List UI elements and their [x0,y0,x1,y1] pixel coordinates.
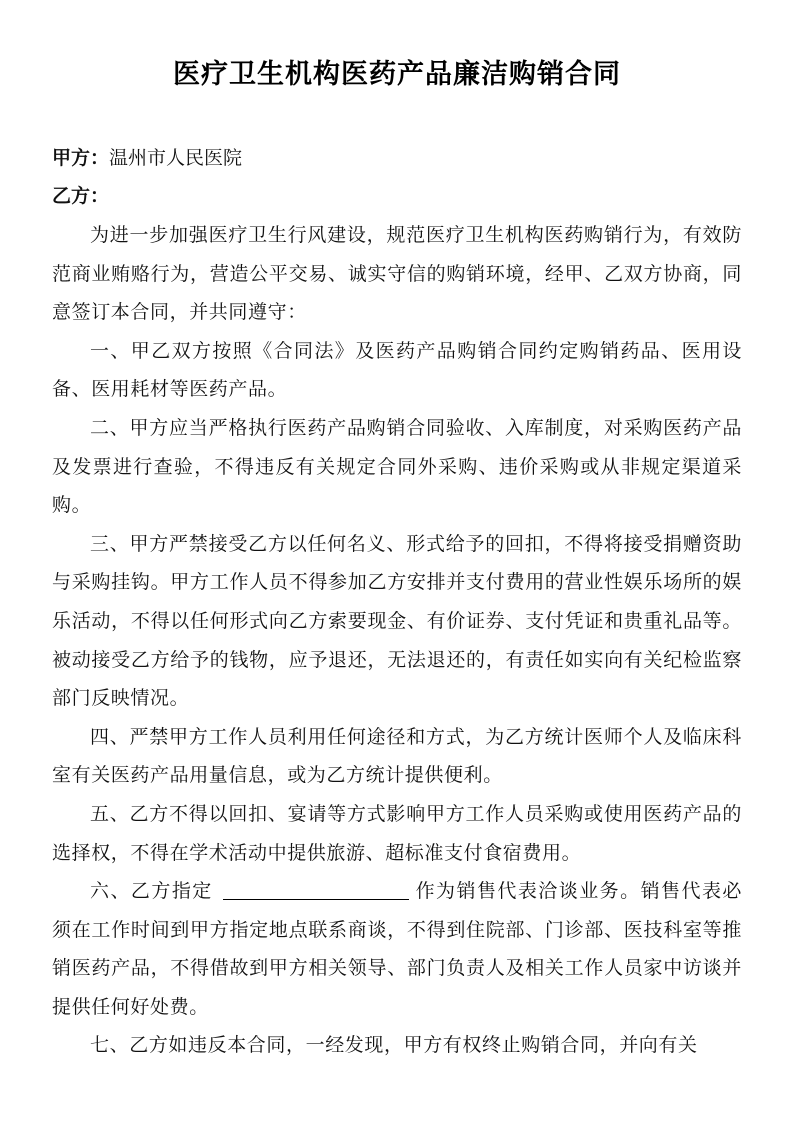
clause-2: 二、甲方应当严格执行医药产品购销合同验收、入库制度，对采购医药产品及发票进行查验，不得违反有关规定合同外采购、违价采购或从非规定渠道采购。 [52,416,742,517]
contract-body [52,216,742,1065]
clause-4: 四、严禁甲方工作人员利用任何途径和方式，为乙方统计医师个人及临床科室有关医药产品用量信息，或为乙方统计提供便利。 [52,725,742,787]
party-a-value: 温州市人民医院 [109,147,243,169]
clause-6-after-blank: 作为销售代表洽谈业务。销售代表必须在工作时间到甲方指定地点联系商谈，不得到住院部、门诊部、医技科室等推销医药产品，不得借故到甲方相关领导、部门负责人及相关工作人员家中访谈并提供任何好处费。 [52,880,742,1018]
clause-7: 七、乙方如违反本合同，一经发现，甲方有权终止购销合同，并向有关 [90,1034,698,1057]
clause-5: 五、乙方不得以回扣、宴请等方式影响甲方工作人员采购或使用医药产品的选择权，不得在学术活动中提供旅游、超标准支付食宿费用。 [52,802,742,864]
party-a-line [52,143,242,173]
party-b-label: 乙方： [52,185,110,207]
preamble-paragraph: 为进一步加强医疗卫生行风建设，规范医疗卫生机构医药购销行为，有效防范商业贿赂行为，营造公平交易、诚实守信的购销环境，经甲、乙双方协商，同意签订本合同，并共同遵守： [52,224,742,324]
party-a-label: 甲方： [52,147,110,169]
sales-rep-blank-line [223,879,409,900]
party-b-line [52,181,109,211]
clause-6 [52,872,742,1026]
clause-1: 一、甲乙双方按照《合同法》及医药产品购销合同约定购销药品、医用设备、医用耗材等医药产品。 [52,339,742,401]
document-title: 医疗卫生机构医药产品廉洁购销合同 [173,59,621,90]
clause-6-before-blank: 六、乙方指定 [90,880,213,903]
clause-3: 三、甲方严禁接受乙方以任何名义、形式给予的回扣，不得将接受捐赠资助与采购挂钩。甲方工作人员不得参加乙方安排并支付费用的营业性娱乐场所的娱乐活动，不得以任何形式向乙方索要现金、有价证券、支付凭证和贵重礼品等。被动接受乙方给予的钱物，应予退还，无法退还的，有责任如实向有关纪检监察部门反映情况。 [52,532,742,710]
